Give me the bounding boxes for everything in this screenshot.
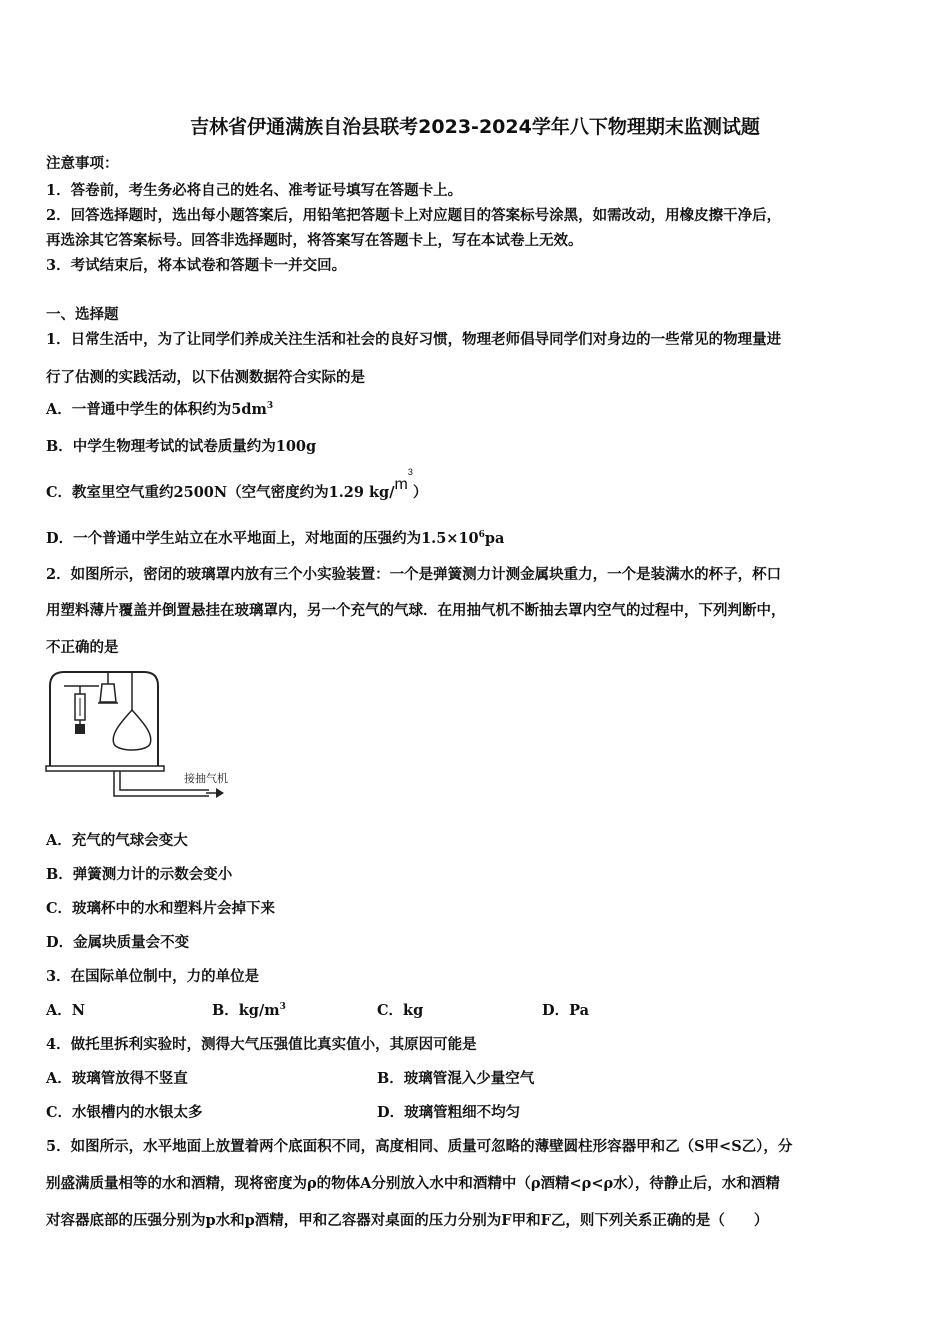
q2-stem-line2: 用塑料薄片覆盖并倒置悬挂在玻璃罩内，另一个充气的气球．在用抽气机不断抽去罩内空气的过程中，下列判断中，: [46, 602, 786, 619]
q2-option-a: A．充气的气球会变大: [46, 832, 188, 849]
q4-option-d: D．玻璃管粗细不均匀: [377, 1104, 521, 1121]
figure-label: 接抽气机: [184, 772, 228, 785]
section-heading: 一、选择题: [46, 306, 119, 323]
q4-option-a: A．玻璃管放得不竖直: [46, 1070, 188, 1087]
q2-option-d: D．金属块质量会不变: [46, 934, 190, 951]
notice-item-2: 2．回答选择题时，选出每小题答案后，用铅笔把答题卡上对应题目的答案标号涂黑，如需改动，用橡皮擦干净后，: [46, 207, 782, 224]
q4-option-b: B．玻璃管混入少量空气: [377, 1070, 535, 1087]
q5-stem-line1: 5．如图所示，水平地面上放置着两个底面积不同，高度相同、质量可忽略的薄壁圆柱形容器甲和乙（S甲<S乙），分: [46, 1138, 793, 1155]
q1-stem-line2: 行了估测的实践活动，以下估测数据符合实际的是: [46, 369, 365, 386]
page-title: 吉林省伊通满族自治县联考2023-2024学年八下物理期末监测试题: [190, 116, 760, 138]
q4-stem: 4．做托里拆利实验时，测得大气压强值比真实值小，其原因可能是: [46, 1036, 477, 1053]
q3-option-b: B．$kg/m^3$: [212, 1002, 286, 1019]
notice-item-3: 3．考试结束后，将本试卷和答题卡一并交回。: [46, 257, 347, 274]
vacuum-bell-jar-figure: [44, 666, 254, 806]
q1-stem-line1: 1．日常生活中，为了让同学们养成关注生活和社会的良好习惯，物理老师倡导同学们对身边的一些常见的物理量进: [46, 331, 782, 348]
q4-option-c: C．水银槽内的水银太多: [46, 1104, 203, 1121]
notice-heading: 注意事项：: [46, 155, 119, 172]
q2-option-c: C．玻璃杯中的水和塑料片会掉下来: [46, 900, 276, 917]
q2-option-b: B．弹簧测力计的示数会变小: [46, 866, 233, 883]
q3-stem: 3．在国际单位制中，力的单位是: [46, 968, 260, 985]
q2-stem-line1: 2．如图所示，密闭的玻璃罩内放有三个小实验装置：一个是弹簧测力计测金属块重力，一个是装满水的杯子，杯口: [46, 566, 782, 583]
q1-option-d: D．一个普通中学生站立在水平地面上，对地面的压强约为$1.5\times 10^6pa$: [46, 530, 505, 547]
notice-item-1: 1．答卷前，考生务必将自己的姓名、准考证号填写在答题卡上。: [46, 182, 463, 199]
notice-item-2-cont: 再选涂其它答案标号。回答非选择题时，将答案写在答题卡上，写在本试卷上无效。: [46, 232, 583, 249]
q1-option-a: A．一普通中学生的体积约为$5dm^3$: [46, 401, 274, 418]
q1-option-b: B．中学生物理考试的试卷质量约为100g: [46, 438, 317, 455]
q5-stem-line2: 别盛满质量相等的水和酒精，现将密度为ρ的物体A分别放入水中和酒精中（ρ酒精<ρ<ρ水），待静止后，水和酒精: [46, 1175, 780, 1192]
q1-option-c: C．教室里空气重约2500N（空气密度约为1.29 $kg/m^3$）: [46, 467, 428, 501]
q2-stem-line3: 不正确的是: [46, 639, 119, 656]
q5-stem-line3: 对容器底部的压强分别为p水和p酒精，甲和乙容器对桌面的压力分别为F甲和F乙，则下列关系正确的是（ ）: [46, 1212, 769, 1229]
q3-option-c: C．kg: [377, 1002, 424, 1019]
q3-option-a: A．N: [46, 1002, 86, 1019]
q3-option-d: D．Pa: [542, 1002, 589, 1019]
